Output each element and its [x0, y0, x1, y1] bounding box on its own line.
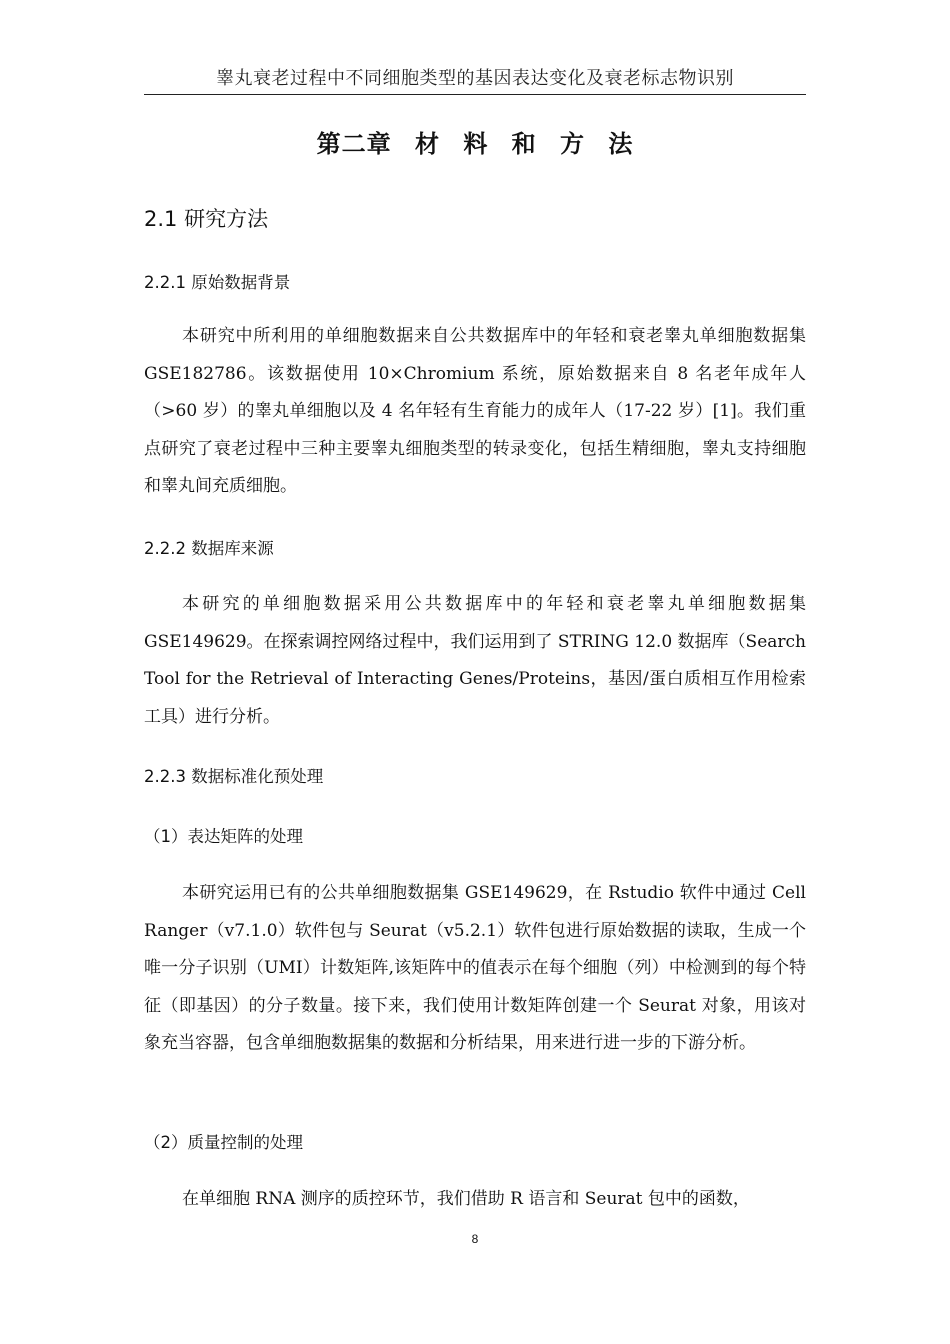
subheading-quality-control: （2）质量控制的处理 — [144, 1133, 303, 1152]
paragraph-quality-control: 在单细胞 RNA 测序的质控环节，我们借助 R 语言和 Seurat 包中的函数， — [182, 1189, 750, 1209]
running-header: 睾丸衰老过程中不同细胞类型的基因表达变化及衰老标志物识别 — [216, 68, 734, 89]
subheading-expression-matrix: （1）表达矩阵的处理 — [144, 827, 303, 846]
subsection-heading-2-2-1: 2.2.1 原始数据背景 — [144, 273, 291, 292]
header-rule — [144, 94, 806, 95]
paragraph-expression-matrix: 本研究运用已有的公共单细胞数据集 GSE149629，在 Rstudio 软件中通过 Cell Ranger（v7.1.0）软件包与 Seurat（v5.2.1）软件包进行原始数据的读取，生成一个唯一分子识别（UMI）计数矩阵,该矩阵中的值表示在每个细胞（列）中检测到的每个特征（即基因）的分子数量。接下来，我们使用计数矩阵创建一个 Seurat 对象，用该对象充当容器，包含单细胞数据集的数据和分析结果，用来进行进一步的下游分析。 — [144, 883, 806, 1054]
subsection-heading-2-2-3: 2.2.3 数据标准化预处理 — [144, 767, 324, 786]
chapter-title: 第二章 材 料 和 方 法 — [316, 130, 634, 158]
subsection-heading-2-2-2: 2.2.2 数据库来源 — [144, 539, 274, 558]
page-number: 8 — [471, 1232, 479, 1246]
paragraph-data-background: 本研究中所利用的单细胞数据来自公共数据库中的年轻和衰老睾丸单细胞数据集 GSE182786。该数据使用 10×Chromium 系统，原始数据来自 8 名老年成年人（>60 岁）的睾丸单细胞以及 4 名年轻有生育能力的成年人（17-22 岁）[1]。我们重点研究了衰老过程中三种主要睾丸细胞类型的转录变化，包括生精细胞，睾丸支持细胞和睾丸间充质细胞。 — [144, 326, 806, 497]
section-heading-2-1: 2.1 研究方法 — [144, 207, 269, 231]
paragraph-database-source: 本研究的单细胞数据采用公共数据库中的年轻和衰老睾丸单细胞数据集GSE149629。在探索调控网络过程中，我们运用到了 STRING 12.0 数据库（Search Tool for the Retrieval of Interacting Genes/Proteins，基因/蛋白质相互作用检索工具）进行分析。 — [144, 594, 806, 727]
